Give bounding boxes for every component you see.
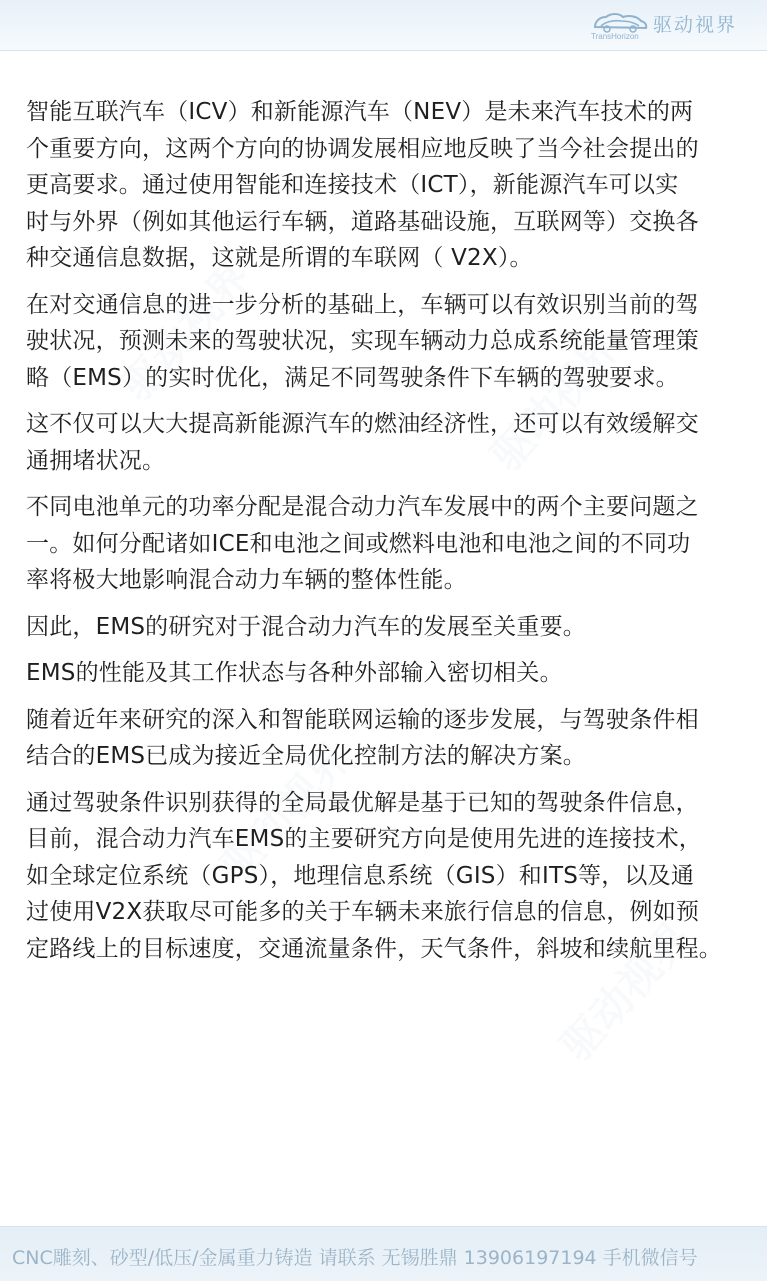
header-bar bbox=[0, 0, 767, 51]
watermark: 驱动视界 bbox=[551, 912, 701, 1071]
watermark: 驱动视界 bbox=[211, 732, 361, 891]
logo-en-text: TransHorizon bbox=[591, 32, 639, 41]
paragraph: 智能互联汽车（ICV）和新能源汽车（NEV）是未来汽车技术的两 个重要方向，这两个方向的协调发展相应地反映了当今社会提出的 更高要求。通过使用智能和连接技术（ICT），新能源汽车可以实 时与外界（例如其他运行车辆，道路基础设施，互联网等）交换各 种交通信息数据，这就是所谓的车联网（ V2X）。 bbox=[26, 99, 699, 271]
paragraph: 这不仅可以大大提高新能源汽车的燃油经济性，还可以有效缓解交 通拥堵状况。 bbox=[26, 411, 699, 474]
footer-contact-text: CNC雕刻、砂型/低压/金属重力铸造 请联系 无锡胜鼎 13906197194 手机微信号 bbox=[12, 1247, 698, 1269]
article-body bbox=[26, 94, 746, 977]
paragraph: 因此，EMS的研究对于混合动力汽车的发展至关重要。 bbox=[26, 613, 586, 640]
paragraph: EMS的性能及其工作状态与各种外部输入密切相关。 bbox=[26, 660, 563, 686]
watermark: 驱动视界 bbox=[111, 252, 261, 411]
paragraph: 在对交通信息的进一步分析的基础上，车辆可以有效识别当前的驾 驶状况，预测未来的驾驶状况，实现车辆动力总成系统能量管理策 略（EMS）的实时优化，满足不同驾驶条件下车辆的驾驶要求。 bbox=[26, 291, 699, 391]
car-cloud-logo-icon bbox=[591, 10, 649, 34]
footer-bar bbox=[0, 1226, 767, 1281]
paragraph: 通过驾驶条件识别获得的全局最优解是基于已知的驾驶条件信息， 目前，混合动力汽车EMS的主要研究方向是使用先进的连接技术， 如全球定位系统（GPS），地理信息系统（GIS）和ITS等，以及通 过使用V2X获取尽可能多的关于车辆未来旅行信息的信息，例如预 定路线上的目标速度，交通流量条件，天气条件，斜坡和续航里程。 bbox=[26, 789, 722, 962]
logo-cn-text: 驱动视界 bbox=[653, 14, 738, 36]
watermark: 驱动视界 bbox=[481, 322, 631, 481]
paragraph: 不同电池单元的功率分配是混合动力汽车发展中的两个主要问题之 一。如何分配诸如ICE和电池之间或燃料电池和电池之间的不同功 率将极大地影响混合动力车辆的整体性能。 bbox=[26, 494, 699, 593]
brand-logo bbox=[591, 8, 741, 44]
paragraph: 随着近年来研究的深入和智能联网运输的逐步发展，与驾驶条件相 结合的EMS已成为接近全局优化控制方法的解决方案。 bbox=[26, 706, 699, 769]
